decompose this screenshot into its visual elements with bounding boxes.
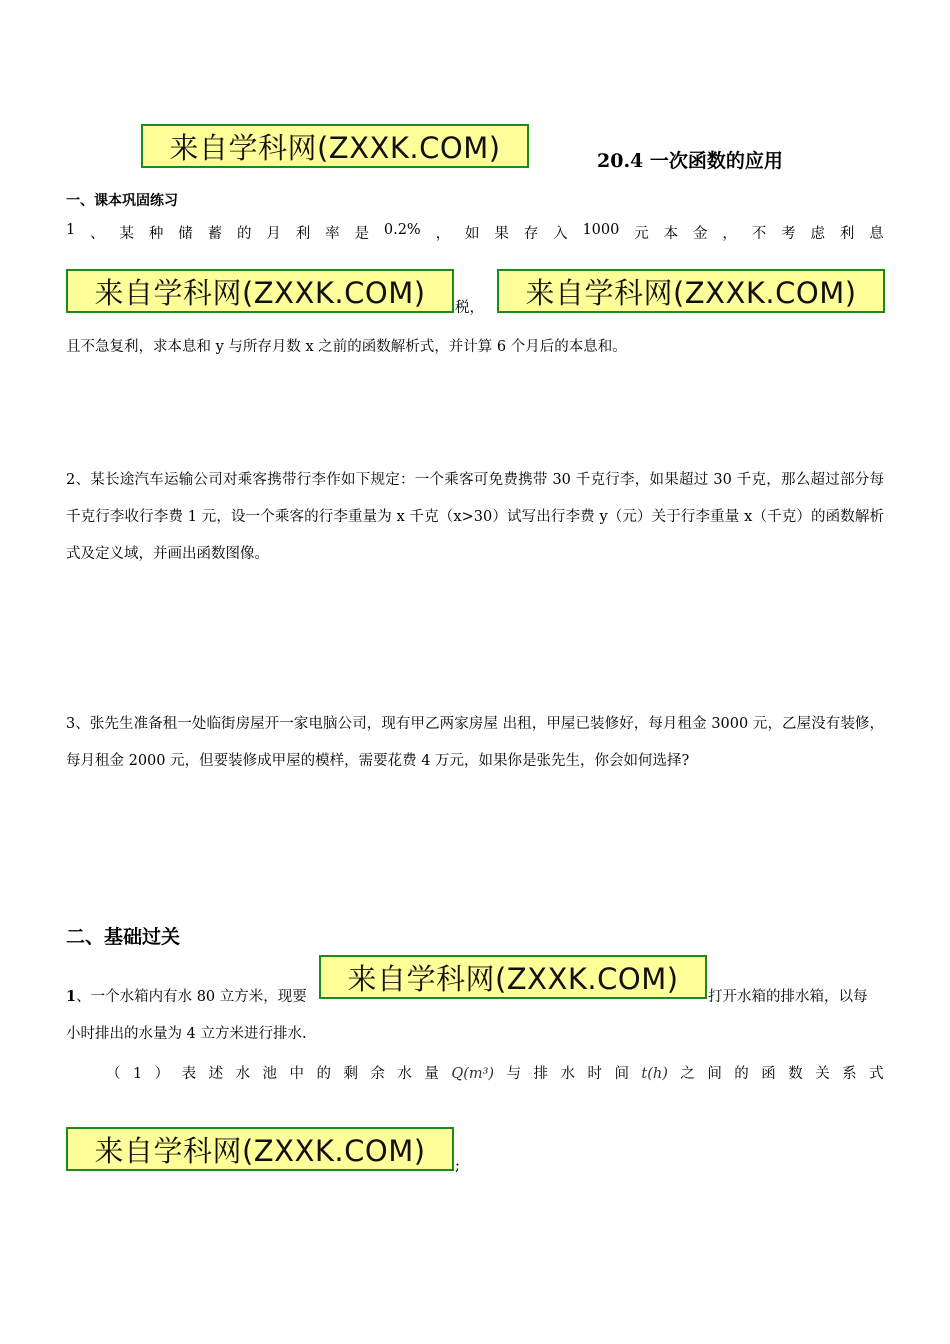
q1-line-1-char: 考: [781, 226, 796, 242]
section-heading-1: 一、课本巩固练习: [66, 193, 178, 209]
q1-line-1-char: 金: [692, 226, 708, 242]
s2-sub1-char: 水: [235, 1066, 251, 1082]
s2-sub1-char: 的: [316, 1066, 331, 1082]
q1-line-1-char: 0.2%: [383, 222, 421, 238]
q1-line-1-char: 不: [751, 226, 767, 242]
s2-sub1-end-char: 之: [680, 1066, 695, 1082]
s2-sub1-char: 表: [181, 1066, 197, 1082]
s2-sub1-end-char: 式: [869, 1066, 884, 1082]
page-title: 20.4 一次函数的应用: [597, 150, 783, 172]
watermark-banner: 来自学科网(ZXXK.COM): [319, 955, 707, 999]
s2-sub1-char: 中: [289, 1066, 305, 1082]
s2-q1-line-2: 小时排出的水量为 4 立方米进行排水.: [66, 1026, 307, 1042]
s2-q1-before-text: 、一个水箱内有水 80 立方米，现要: [76, 989, 307, 1005]
s2-sub1-char: （: [106, 1066, 121, 1082]
s2-sub1-end-char: 系: [842, 1066, 857, 1082]
q1-line-1-char: 某: [119, 226, 134, 242]
q1-line-1: [66, 222, 884, 243]
q1-line-1-char: 入: [553, 226, 568, 242]
s2-sub1-mid-char: 时: [587, 1066, 602, 1082]
q1-line-1-char: 虑: [810, 226, 825, 242]
q1-line-1-char: 如: [464, 226, 480, 242]
watermark-banner: 来自学科网(ZXXK.COM): [141, 124, 529, 168]
s2-sub1-mid-char: 间: [614, 1066, 629, 1082]
watermark-banner: 来自学科网(ZXXK.COM): [66, 269, 454, 313]
q1-line-1-char: 本: [663, 226, 679, 242]
s2-sub1-char: 1: [132, 1066, 143, 1082]
q1-line-1-char: 率: [325, 226, 340, 242]
s2-sub1-semicolon: ;: [455, 1158, 460, 1174]
q1-line-1-char: ，: [435, 226, 451, 242]
q1-line-1-char: 利: [839, 226, 855, 242]
q1-line-1-char: 1: [66, 222, 76, 238]
s2-sub1-char: 余: [370, 1066, 385, 1082]
s2-sub1-char: ）: [154, 1066, 170, 1082]
s2-sub1-char: 述: [208, 1066, 224, 1082]
s2-sub1-end-char: 间: [707, 1066, 722, 1082]
s2-q1-number: 1: [66, 988, 77, 1005]
s2-sub1-end-char: 关: [815, 1066, 830, 1082]
q3-paragraph: 3、张先生准备租一处临街房屋开一家电脑公司，现有甲乙两家房屋 出租，甲屋已装修好，每月租金 3000 元，乙屋没有装修，每月租金 2000 元，但要装修成甲屋的模样，需要花费 4 万元，如果你是张先生，你会如何选择?: [66, 716, 884, 769]
q1-mid-text: 税，: [455, 300, 484, 316]
watermark-banner: 来自学科网(ZXXK.COM): [66, 1127, 454, 1171]
s2-q1-after: 打开水箱的排水箱，以每: [708, 989, 868, 1005]
section-heading-2: 二、基础过关: [66, 926, 181, 948]
s2-sub1-mid-char: 水: [560, 1066, 575, 1082]
q1-line-1-char: 果: [494, 226, 509, 242]
s2-sub1-char: 池: [262, 1066, 278, 1082]
q1-line-3: 且不急复利，求本息和 y 与所存月数 x 之前的函数解析式，并计算 6 个月后的本息和。: [66, 339, 627, 355]
q1-line-1-char: ，: [722, 226, 737, 242]
q1-line-1-char: 的: [236, 226, 252, 242]
s2-sub1-mid-char: 与: [506, 1066, 522, 1082]
q1-line-1-char: 种: [148, 226, 164, 242]
s2-q1-before: [66, 985, 307, 1006]
q1-line-1-char: 元: [634, 226, 649, 242]
q1-line-1-char: 存: [523, 226, 539, 242]
s2-sub1-end-char: 数: [788, 1066, 803, 1082]
q1-line-1-char: 月: [266, 226, 281, 242]
s2-sub1-char: 水: [397, 1066, 412, 1082]
s2-sub1-char: 量: [424, 1066, 439, 1082]
q1-line-1-char: 息: [869, 226, 884, 242]
s2-sub1-q-expression: Q(m³): [451, 1066, 495, 1082]
q1-line-1-char: 是: [354, 226, 369, 242]
q1-line-1-char: 、: [90, 226, 105, 242]
q1-line-1-char: 储: [178, 226, 193, 242]
s2-sub1-t-expression: t(h): [641, 1066, 668, 1082]
watermark-banner: 来自学科网(ZXXK.COM): [497, 269, 885, 313]
s2-sub1-mid-char: 排: [533, 1066, 549, 1082]
q1-line-1-char: 蓄: [207, 226, 223, 242]
q1-line-1-char: 1000: [582, 222, 620, 238]
s2-sub1-end-char: 的: [734, 1066, 749, 1082]
q2-paragraph: 2、某长途汽车运输公司对乘客携带行李作如下规定：一个乘客可免费携带 30 千克行李，如果超过 30 千克，那么超过部分每千克行李收行李费 1 元，设一个乘客的行李重量为 x 千克（x>30）试写出行李费 y（元）关于行李重量 x（千克）的函数解析式及定义域，并画出函数图像。: [66, 472, 884, 562]
s2-sub1-end-char: 函: [761, 1066, 776, 1082]
q1-line-1-char: 利: [295, 226, 311, 242]
s2-sub1-line: [106, 1062, 884, 1083]
s2-sub1-char: 剩: [343, 1066, 358, 1082]
